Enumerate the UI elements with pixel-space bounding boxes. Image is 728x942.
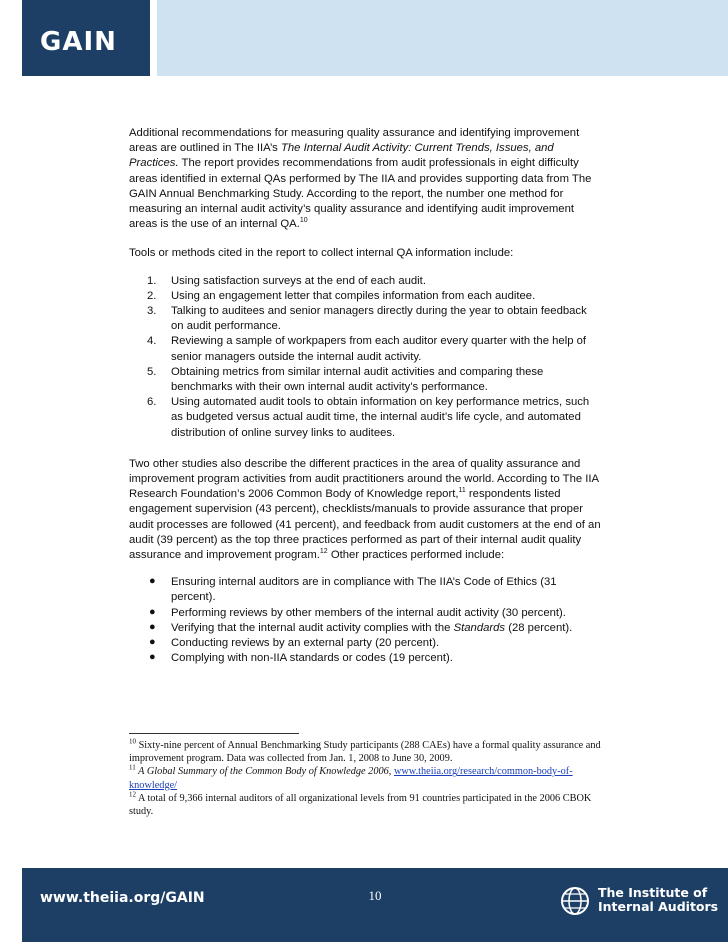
footnote-12 [129, 792, 609, 818]
page-header [0, 0, 728, 76]
list-number: 1. [147, 274, 157, 287]
iia-logo [560, 884, 720, 924]
list-number: 4. [147, 335, 157, 348]
list-text: Reviewing a sample of workpapers from each auditor every quarter with the help of senior managers outside the internal audit activity. [171, 335, 587, 363]
footnote-separator: , [388, 766, 394, 778]
list-item [129, 575, 601, 605]
footnote-number: 12 [129, 790, 136, 799]
footnote-ref-11[interactable]: 11 [458, 487, 466, 495]
footnote-ref-12[interactable]: 12 [319, 548, 328, 556]
para1-text-a: Additional recommendations for measuring quality assurance and identifying improvement areas are outlined in The IIA’s [129, 127, 580, 155]
globe-icon [560, 886, 590, 916]
list-item [129, 395, 601, 441]
page-footer [22, 868, 728, 942]
list-text: Verifying that the internal audit activity complies with the [171, 621, 454, 634]
paragraph-tools: Tools or methods cited in the report to collect internal QA information include: [129, 247, 514, 260]
list-text: Using an engagement letter that compiles information from each auditee. [171, 289, 536, 302]
cbok-link[interactable]: www.theiia.org/research/common-body-of-knowledge/ [129, 766, 573, 791]
logo-line-2: Internal Auditors [598, 899, 719, 914]
list-item [129, 289, 601, 304]
list-item [129, 606, 601, 621]
footnotes [129, 739, 609, 818]
para3-text-c: Other practices performed include: [327, 549, 505, 562]
page-number: 10 [368, 888, 382, 903]
list-text: (28 percent). [505, 621, 573, 634]
para1-text-b: The report provides recommendations from audit professionals in eight difficulty areas identified in external QAs performed by The IIA and provides supporting data from The GAIN Annual Benchmarking Study. According to the report, the number one method for measuring an internal audit activity’s quality assurance and identifying audit improvement areas is the use of an internal QA. [129, 157, 592, 231]
list-item [129, 304, 601, 334]
list-item [129, 274, 601, 289]
para3-text-a: Two other studies also describe the different practices in the area of quality assurance and improvement program activities from audit practitioners around the world. According to The IIA Research Foundation’s 2006 Common Body of Knowledge report, [129, 457, 599, 501]
numbered-list [129, 274, 601, 441]
list-number: 2. [147, 289, 157, 302]
footer-url[interactable]: www.theiia.org/GAIN [40, 890, 205, 906]
footnote-11 [129, 765, 609, 791]
footnote-ref-10[interactable]: 10 [299, 217, 308, 225]
standards-italic: Standards [453, 621, 506, 634]
report-title: The Internal Audit Activity: Current Trends, Issues, and Practices. [129, 142, 554, 170]
bullet-icon: ● [149, 651, 156, 664]
bullet-icon: ● [149, 636, 156, 649]
footnote-number: 10 [129, 737, 136, 746]
bullet-icon: ● [149, 620, 156, 633]
bullet-icon: ● [149, 575, 156, 588]
footnote-divider [129, 733, 299, 734]
list-text: Using automated audit tools to obtain information on key performance metrics, such as budgeted versus actual audit time, the internal audit’s life cycle, and automated distribution of online survey links to auditees. [171, 396, 590, 439]
header-band [157, 0, 728, 76]
gain-logo-text: GAIN [40, 27, 117, 57]
list-text: Using satisfaction surveys at the end of each audit. [171, 274, 426, 287]
bullet-icon: ● [149, 605, 156, 618]
list-text: Performing reviews by other members of the internal audit activity (30 percent). [171, 606, 566, 619]
footnote-number: 11 [129, 763, 136, 772]
list-text: Complying with non-IIA standards or codes (19 percent). [171, 652, 453, 665]
list-item [129, 651, 601, 666]
list-number: 5. [147, 365, 157, 378]
logo-line-1: The Institute of [598, 885, 708, 900]
list-number: 3. [147, 305, 157, 318]
list-text: Obtaining metrics from similar internal audit activities and comparing these benchmarks with their own internal audit activity’s performance. [171, 365, 544, 394]
footnote-text: A total of 9,366 internal auditors of all organizational levels from 91 countries participated in the 2006 CBOK study. [129, 792, 592, 818]
footnote-10 [129, 739, 609, 765]
footnote-title: A Global Summary of the Common Body of Knowledge 2006 [135, 766, 389, 778]
list-text: Ensuring internal auditors are in compliance with The IIA’s Code of Ethics (31 percent). [171, 576, 557, 604]
list-text: Talking to auditees and senior managers directly during the year to obtain feedback on audit performance. [171, 305, 587, 333]
list-item [129, 636, 601, 651]
para3-text-b: respondents listed engagement supervision (43 percent), checklists/manuals to provide assurance that proper audit processes are followed (41 percent), and feedback from audit customers at the end of an audit (39 percent) as the top three practices performed as part of their internal audit quality assurance and improvement program. [129, 488, 601, 562]
bullet-list [129, 575, 601, 666]
paragraph-studies [129, 457, 601, 563]
list-number: 6. [147, 396, 157, 409]
paragraph-intro [129, 126, 601, 232]
list-item [129, 365, 601, 395]
list-item [129, 621, 601, 636]
iia-logo-text [598, 886, 718, 914]
footnote-text: Sixty-nine percent of Annual Benchmarking Study participants (288 CAEs) have a formal quality assurance and improvement program. Data was collected from Jan. 1, 2008 to June 30, 2009. [129, 740, 601, 765]
list-text: Conducting reviews by an external party (20 percent). [171, 637, 440, 650]
main-content [129, 126, 601, 667]
list-item [129, 334, 601, 364]
